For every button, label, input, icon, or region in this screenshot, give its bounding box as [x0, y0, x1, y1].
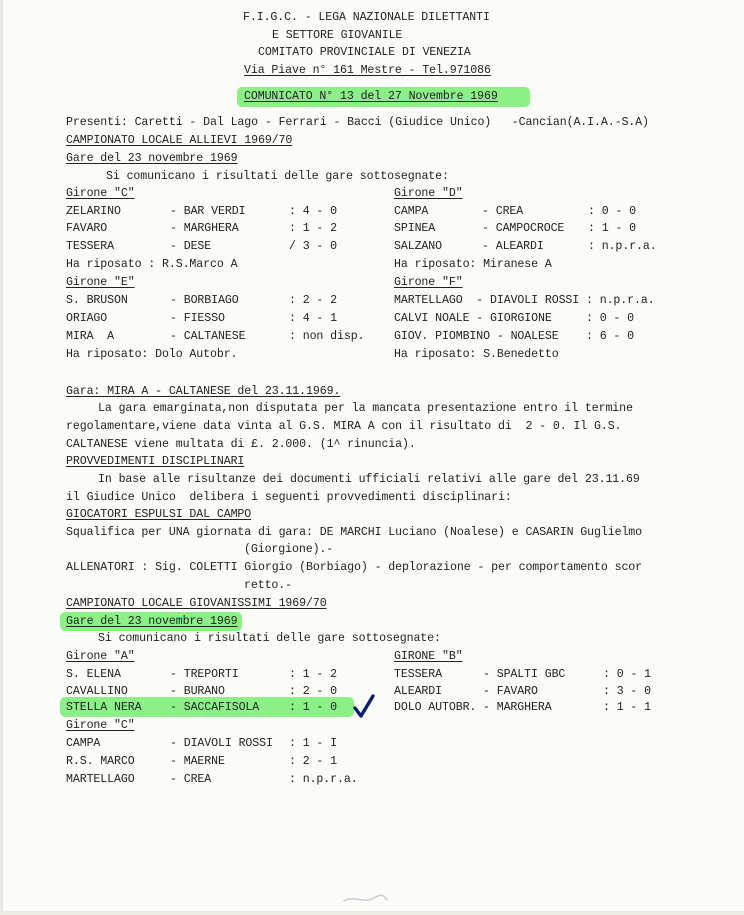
provvedimenti-title: PROVVEDIMENTI DISCIPLINARI — [66, 455, 245, 468]
giov-girone-c-score-1: : 1 - I — [289, 737, 338, 750]
giov-girone-b-away-2: - FAVARO — [483, 685, 538, 698]
giov-girone-c-home-2: R.S. MARCO — [66, 755, 135, 768]
girone-c-home-3: TESSERA — [66, 240, 115, 253]
header-line1: F.I.G.C. - LEGA NAZIONALE DILETTANTI — [243, 11, 490, 24]
giov-girone-a-home-2: CAVALLINO — [66, 685, 128, 698]
allievi-intro: Si comunicano i risultati delle gare sottosegnate: — [106, 170, 449, 183]
giov-girone-b-label: GIRONE "B" — [394, 650, 463, 663]
girone-c-score-3: / 3 - 0 — [289, 240, 338, 253]
giov-girone-a-score-3: : 1 - 0 — [289, 701, 338, 714]
giov-girone-a-away-3: - SACCAFISOLA — [170, 701, 260, 714]
giov-girone-b-score-2: : 3 - 0 — [603, 685, 652, 698]
giov-girone-b-away-1: - SPALTI GBC — [483, 668, 566, 681]
girone-d-home-1: CAMPA — [394, 205, 429, 218]
girone-c-score-1: : 4 - 0 — [289, 205, 338, 218]
girone-c-home-2: FAVARO — [66, 222, 108, 235]
gara-line1: La gara emarginata,non disputata per la mancata presentazione entro il termine — [98, 402, 633, 415]
girone-e-riposato: Ha riposato: Dolo Autobr. — [66, 348, 238, 361]
girone-d-score-3: : n.p.r.a. — [588, 240, 657, 253]
giov-girone-b-home-3: DOLO AUTOBR. — [394, 701, 477, 714]
giov-girone-a-score-1: : 1 - 2 — [289, 668, 338, 681]
girone-c-away-2: - MARGHERA — [170, 222, 239, 235]
girone-e-score-1: : 2 - 2 — [289, 294, 338, 307]
giov-girone-c-score-3: : n.p.r.a. — [289, 773, 358, 786]
giov-girone-b-home-2: ALEARDI — [394, 685, 443, 698]
header-line3: COMITATO PROVINCIALE DI VENEZIA — [258, 46, 471, 59]
girone-e-away-3: - CALTANESE — [170, 330, 246, 343]
girone-c-label: Girone "C" — [66, 187, 135, 200]
girone-f-row-3: GIOV. PIOMBINO - NOALESE : 6 - 0 — [394, 330, 635, 343]
girone-d-home-2: SPINEA — [394, 222, 436, 235]
girone-d-away-2: - CAMPOCROCE — [482, 222, 565, 235]
girone-f-label: Girone "F" — [394, 276, 463, 289]
girone-f-row-2: CALVI NOALE - GIORGIONE : 0 - 0 — [394, 312, 635, 325]
giov-girone-b-score-1: : 0 - 1 — [603, 668, 652, 681]
scan-edge-left — [0, 0, 3, 915]
giovanissimi-title: CAMPIONATO LOCALE GIOVANISSIMI 1969/70 — [66, 597, 327, 610]
giov-girone-c-away-1: - DIAVOLI ROSSI — [170, 737, 273, 750]
giov-girone-a-home-3: STELLA NERA — [66, 701, 142, 714]
girone-c-score-2: : 1 - 2 — [289, 222, 338, 235]
scan-scuff-mark — [340, 892, 390, 906]
girone-e-score-3: : non disp. — [289, 330, 365, 343]
provvedimenti-line2: il Giudice Unico delibera i seguenti provvedimenti disciplinari: — [66, 491, 512, 504]
giov-girone-c-away-2: - MAERNE — [170, 755, 225, 768]
giov-girone-c-home-1: CAMPA — [66, 737, 101, 750]
check-mark-icon — [352, 693, 376, 719]
girone-d-home-3: SALZANO — [394, 240, 443, 253]
espulsi-title: GIOCATORI ESPULSI DAL CAMPO — [66, 508, 252, 521]
girone-e-away-2: - FIESSO — [170, 312, 225, 325]
giov-girone-b-score-3: : 1 - 1 — [603, 701, 652, 714]
giov-girone-a-score-2: : 2 - 0 — [289, 685, 338, 698]
girone-c-riposato: Ha riposato : R.S.Marco A — [66, 258, 238, 271]
gara-line3: CALTANESE viene multata di £. 2.000. (1^ rinuncia). — [66, 438, 416, 451]
gara-title: Gara: MIRA A - CALTANESE del 23.11.1969. — [66, 385, 341, 398]
girone-e-score-2: : 4 - 1 — [289, 312, 338, 325]
giov-girone-a-away-1: - TREPORTI — [170, 668, 239, 681]
squalifica-line1: Squalifica per UNA giornata di gara: DE MARCHI Luciano (Noalese) e CASARIN Guglielmo — [66, 526, 643, 539]
girone-f-riposato: Ha riposato: S.Benedetto — [394, 348, 559, 361]
scan-edge-bottom — [0, 911, 744, 915]
comunicato-title: COMUNICATO N° 13 del 27 Novembre 1969 — [244, 90, 498, 103]
girone-d-score-1: : 0 - 0 — [588, 205, 637, 218]
allenatori-line2: retto.- — [244, 579, 293, 592]
girone-d-away-3: - ALEARDI — [482, 240, 544, 253]
presenti-line: Presenti: Caretti - Dal Lago - Ferrari - Bacci (Giudice Unico) -Cancian(A.I.A.-S.A) — [66, 116, 649, 129]
squalifica-line2: (Giorgione).- — [244, 543, 334, 556]
giov-girone-c-away-3: - CREA — [170, 773, 212, 786]
girone-c-away-1: - BAR VERDI — [170, 205, 246, 218]
girone-e-home-1: S. BRUSON — [66, 294, 128, 307]
girone-c-home-1: ZELARINO — [66, 205, 121, 218]
giov-girone-c-home-3: MARTELLAGO — [66, 773, 135, 786]
giov-girone-b-home-1: TESSERA — [394, 668, 443, 681]
girone-d-score-2: : 1 - 0 — [588, 222, 637, 235]
giov-girone-a-label: Girone "A" — [66, 650, 135, 663]
header-address: Via Piave n° 161 Mestre - Tel.971086 — [244, 64, 491, 77]
giovanissimi-gare: Gare del 23 novembre 1969 — [66, 615, 238, 628]
giovanissimi-intro: Si comunicano i risultati delle gare sottosegnate: — [98, 632, 441, 645]
girone-d-away-1: - CREA — [482, 205, 524, 218]
allievi-title: CAMPIONATO LOCALE ALLIEVI 1969/70 — [66, 134, 293, 147]
girone-d-riposato: Ha riposato: Miranese A — [394, 258, 552, 271]
girone-e-home-3: MIRA A — [66, 330, 115, 343]
provvedimenti-line1: In base alle risultanze dei documenti ufficiali relativi alle gare del 23.11.69 — [98, 473, 640, 486]
giov-girone-a-away-2: - BURANO — [170, 685, 225, 698]
header-line2: E SETTORE GIOVANILE — [272, 29, 403, 42]
girone-c-away-3: - DESE — [170, 240, 212, 253]
girone-e-home-2: ORIAGO — [66, 312, 108, 325]
gara-line2: regolamentare,viene data vinta al G.S. MIRA A con il risultato di 2 - 0. Il G.S. — [66, 420, 622, 433]
giov-girone-c-score-2: : 2 - 1 — [289, 755, 338, 768]
girone-f-row-1: MARTELLAGO - DIAVOLI ROSSI : n.p.r.a. — [394, 294, 655, 307]
giov-girone-c-label: Girone "C" — [66, 719, 135, 732]
giov-girone-b-away-3: - MARGHERA — [483, 701, 552, 714]
girone-e-away-1: - BORBIAGO — [170, 294, 239, 307]
allievi-gare: Gare del 23 novembre 1969 — [66, 152, 238, 165]
giov-girone-a-home-1: S. ELENA — [66, 668, 121, 681]
allenatori-line1: ALLENATORI : Sig. COLETTI Giorgio (Borbiago) - deplorazione - per comportamento scor — [66, 561, 643, 574]
girone-d-label: Girone "D" — [394, 187, 463, 200]
girone-e-label: Girone "E" — [66, 276, 135, 289]
